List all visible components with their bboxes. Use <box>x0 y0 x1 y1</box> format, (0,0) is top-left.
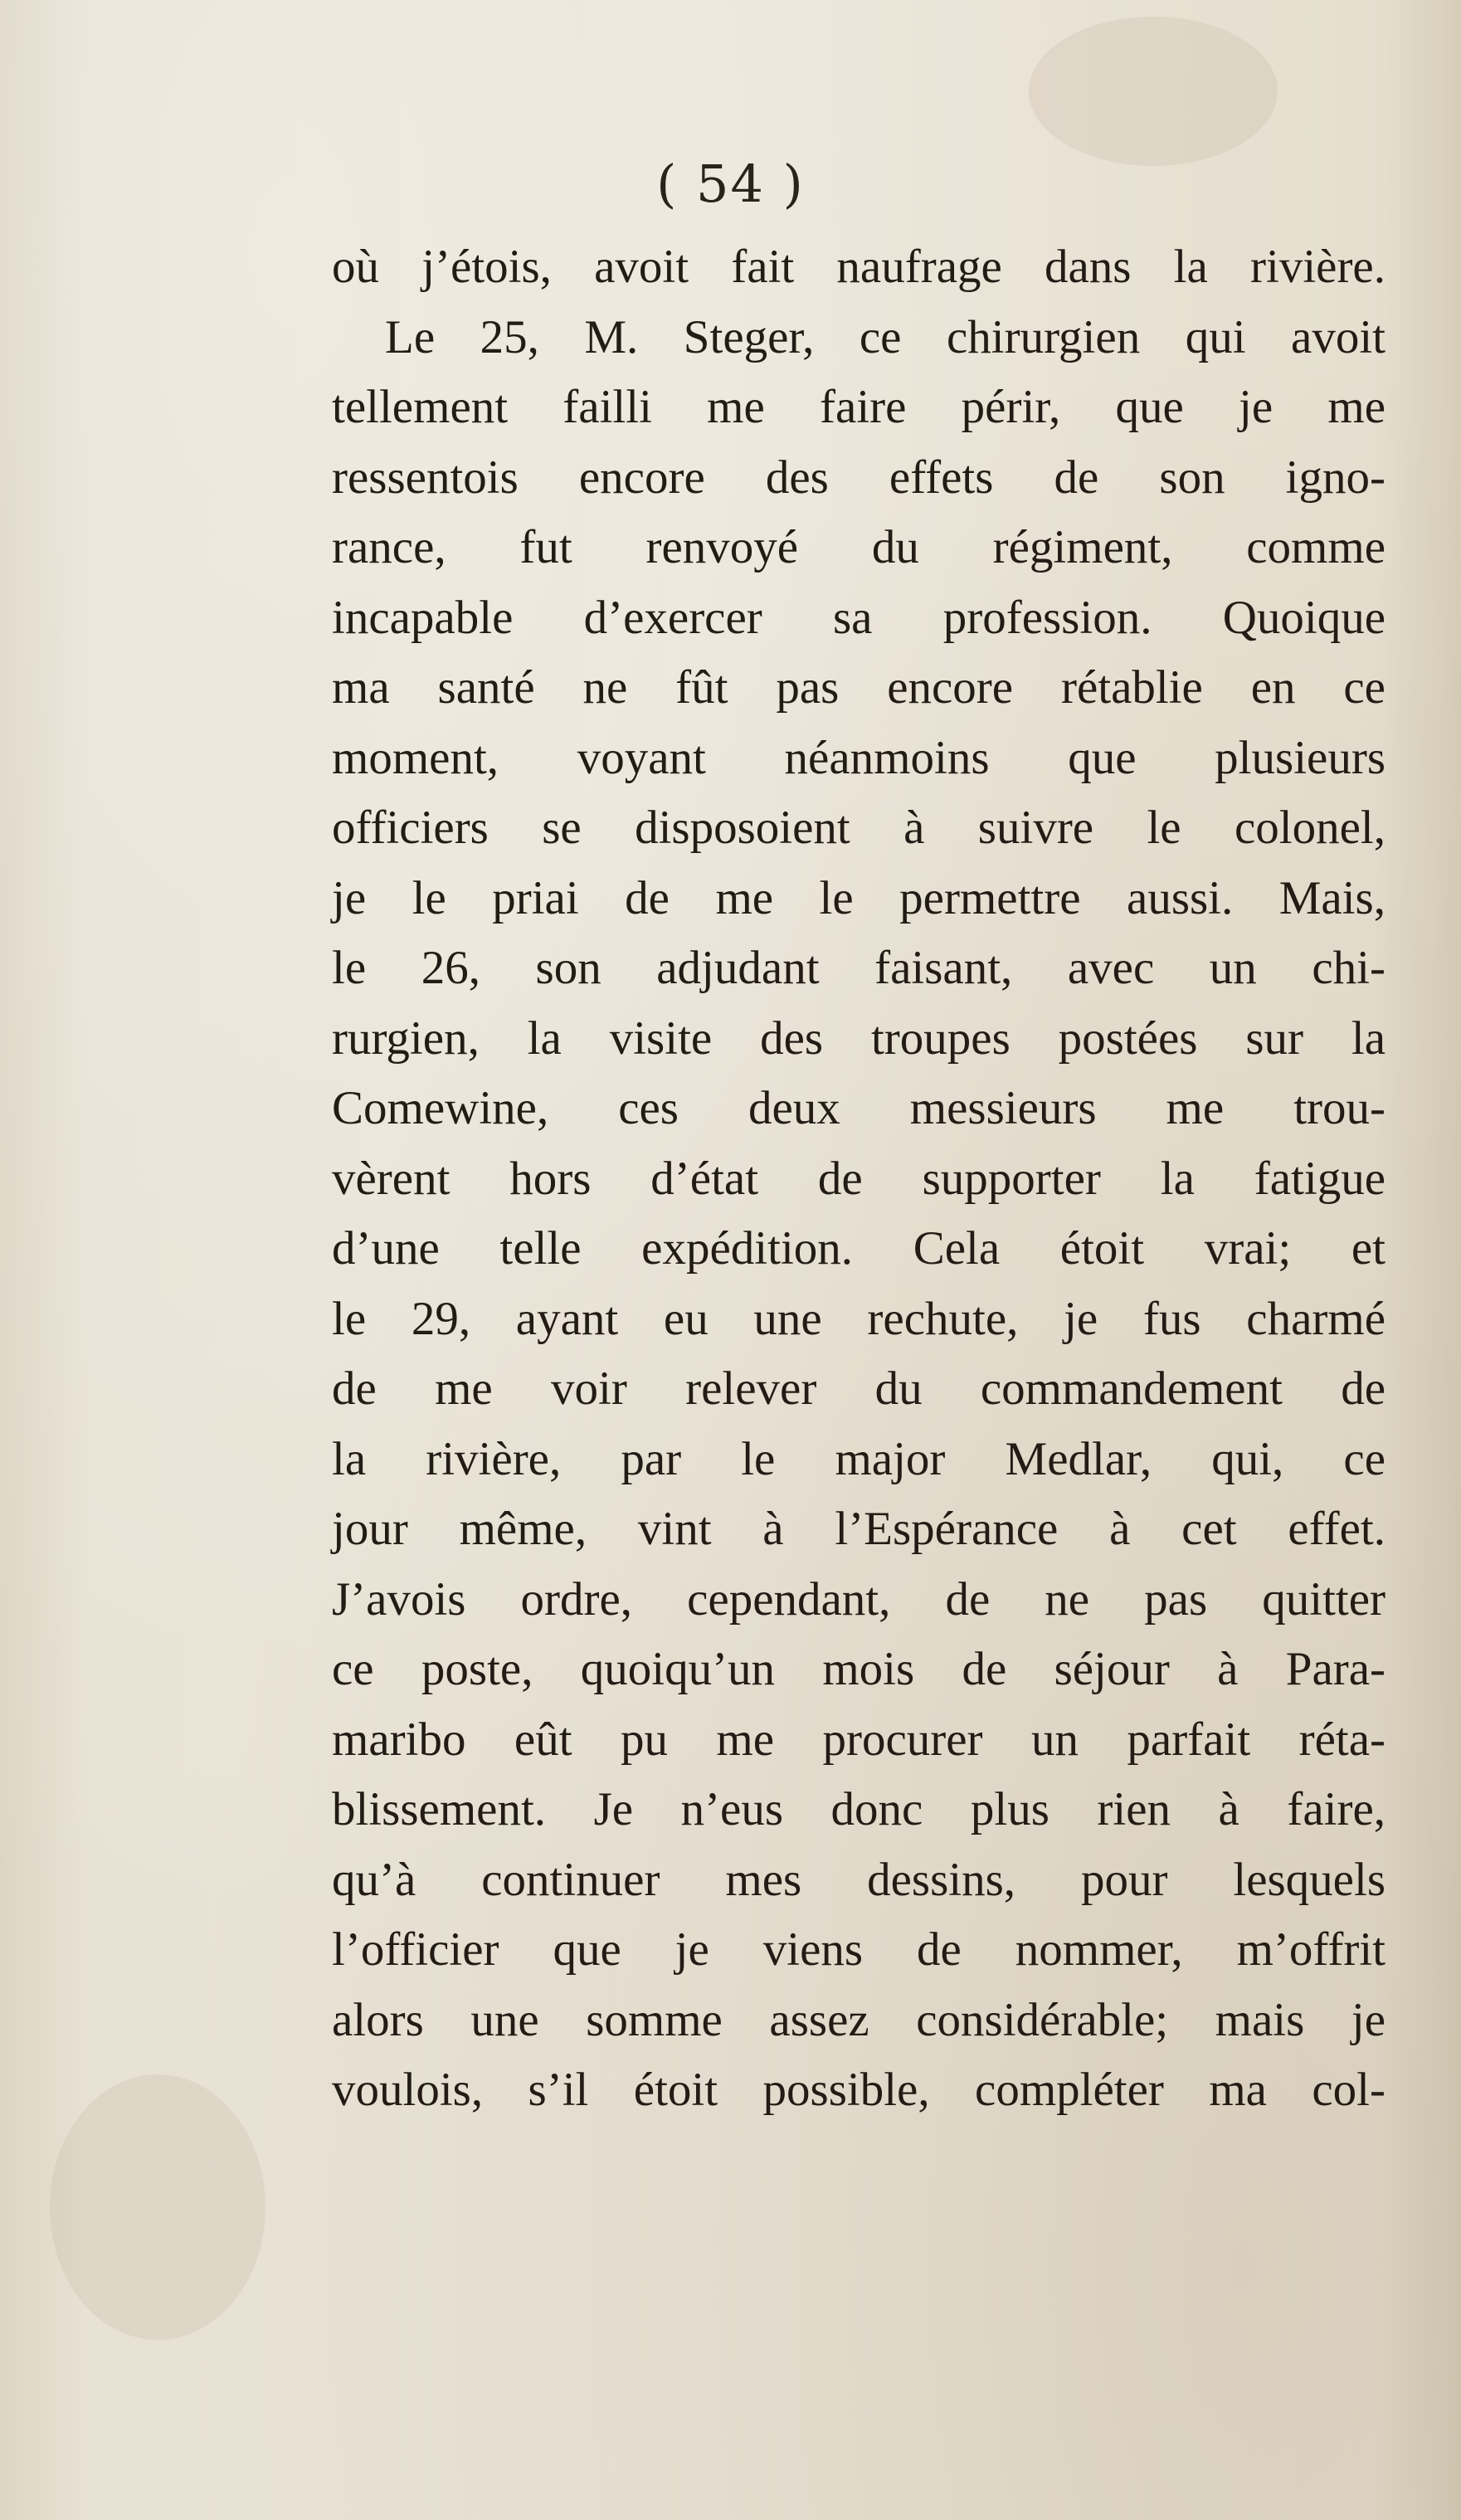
text-line: voulois, s’il étoit possible, compléter ma col- <box>332 2064 1386 2116</box>
text-line: la rivière, par le major Medlar, qui, ce <box>332 1432 1386 1485</box>
text-line: le 26, son adjudant faisant, avec un chi- <box>332 942 1386 994</box>
text-line: blissement. Je n’eus donc plus rien à faire, <box>332 1783 1386 1835</box>
text-line: de me voir relever du commandement de <box>332 1362 1386 1415</box>
text-line: ressentois encore des effets de son igno- <box>332 451 1386 504</box>
paper-stain <box>1029 17 1278 166</box>
text-line: moment, voyant néanmoins que plusieurs <box>332 731 1386 784</box>
text-line: tellement failli me faire périr, que je me <box>332 381 1386 433</box>
text-line: le 29, ayant eu une rechute, je fus charmé <box>332 1292 1386 1345</box>
text-line: où j’étois, avoit fait naufrage dans la rivière. <box>332 241 1386 293</box>
body-text <box>332 232 1386 2126</box>
page-number: ( 54 ) <box>656 154 805 214</box>
text-line: ce poste, quoiqu’un mois de séjour à Para- <box>332 1643 1386 1695</box>
text-line: maribo eût pu me procurer un parfait réta- <box>332 1713 1386 1766</box>
text-line: qu’à continuer mes dessins, pour lesquels <box>332 1853 1386 1906</box>
paper-stain <box>50 2074 265 2340</box>
text-line: rance, fut renvoyé du régiment, comme <box>332 521 1386 573</box>
text-line: jour même, vint à l’Espérance à cet effet. <box>332 1503 1386 1555</box>
text-line: d’une telle expédition. Cela étoit vrai; et <box>332 1222 1386 1275</box>
text-line: ma santé ne fût pas encore rétablie en ce <box>332 661 1386 714</box>
text-line: officiers se disposoient à suivre le colonel, <box>332 802 1386 854</box>
text-line: incapable d’exercer sa profession. Quoique <box>332 591 1386 644</box>
text-line: rurgien, la visite des troupes postées sur la <box>332 1011 1386 1065</box>
text-line: je le priai de me le permettre aussi. Mais, <box>332 871 1386 924</box>
text-line: Comewine, ces deux messieurs me trou- <box>332 1082 1386 1134</box>
text-line: l’officier que je viens de nommer, m’offrit <box>332 1923 1386 1976</box>
text-line: vèrent hors d’état de supporter la fatigue <box>332 1152 1386 1205</box>
text-line: J’avois ordre, cependant, de ne pas quitter <box>332 1572 1386 1626</box>
text-line: alors une somme assez considérable; mais je <box>332 1993 1386 2046</box>
text-line: Le 25, M. Steger, ce chirurgien qui avoit <box>385 310 1386 363</box>
